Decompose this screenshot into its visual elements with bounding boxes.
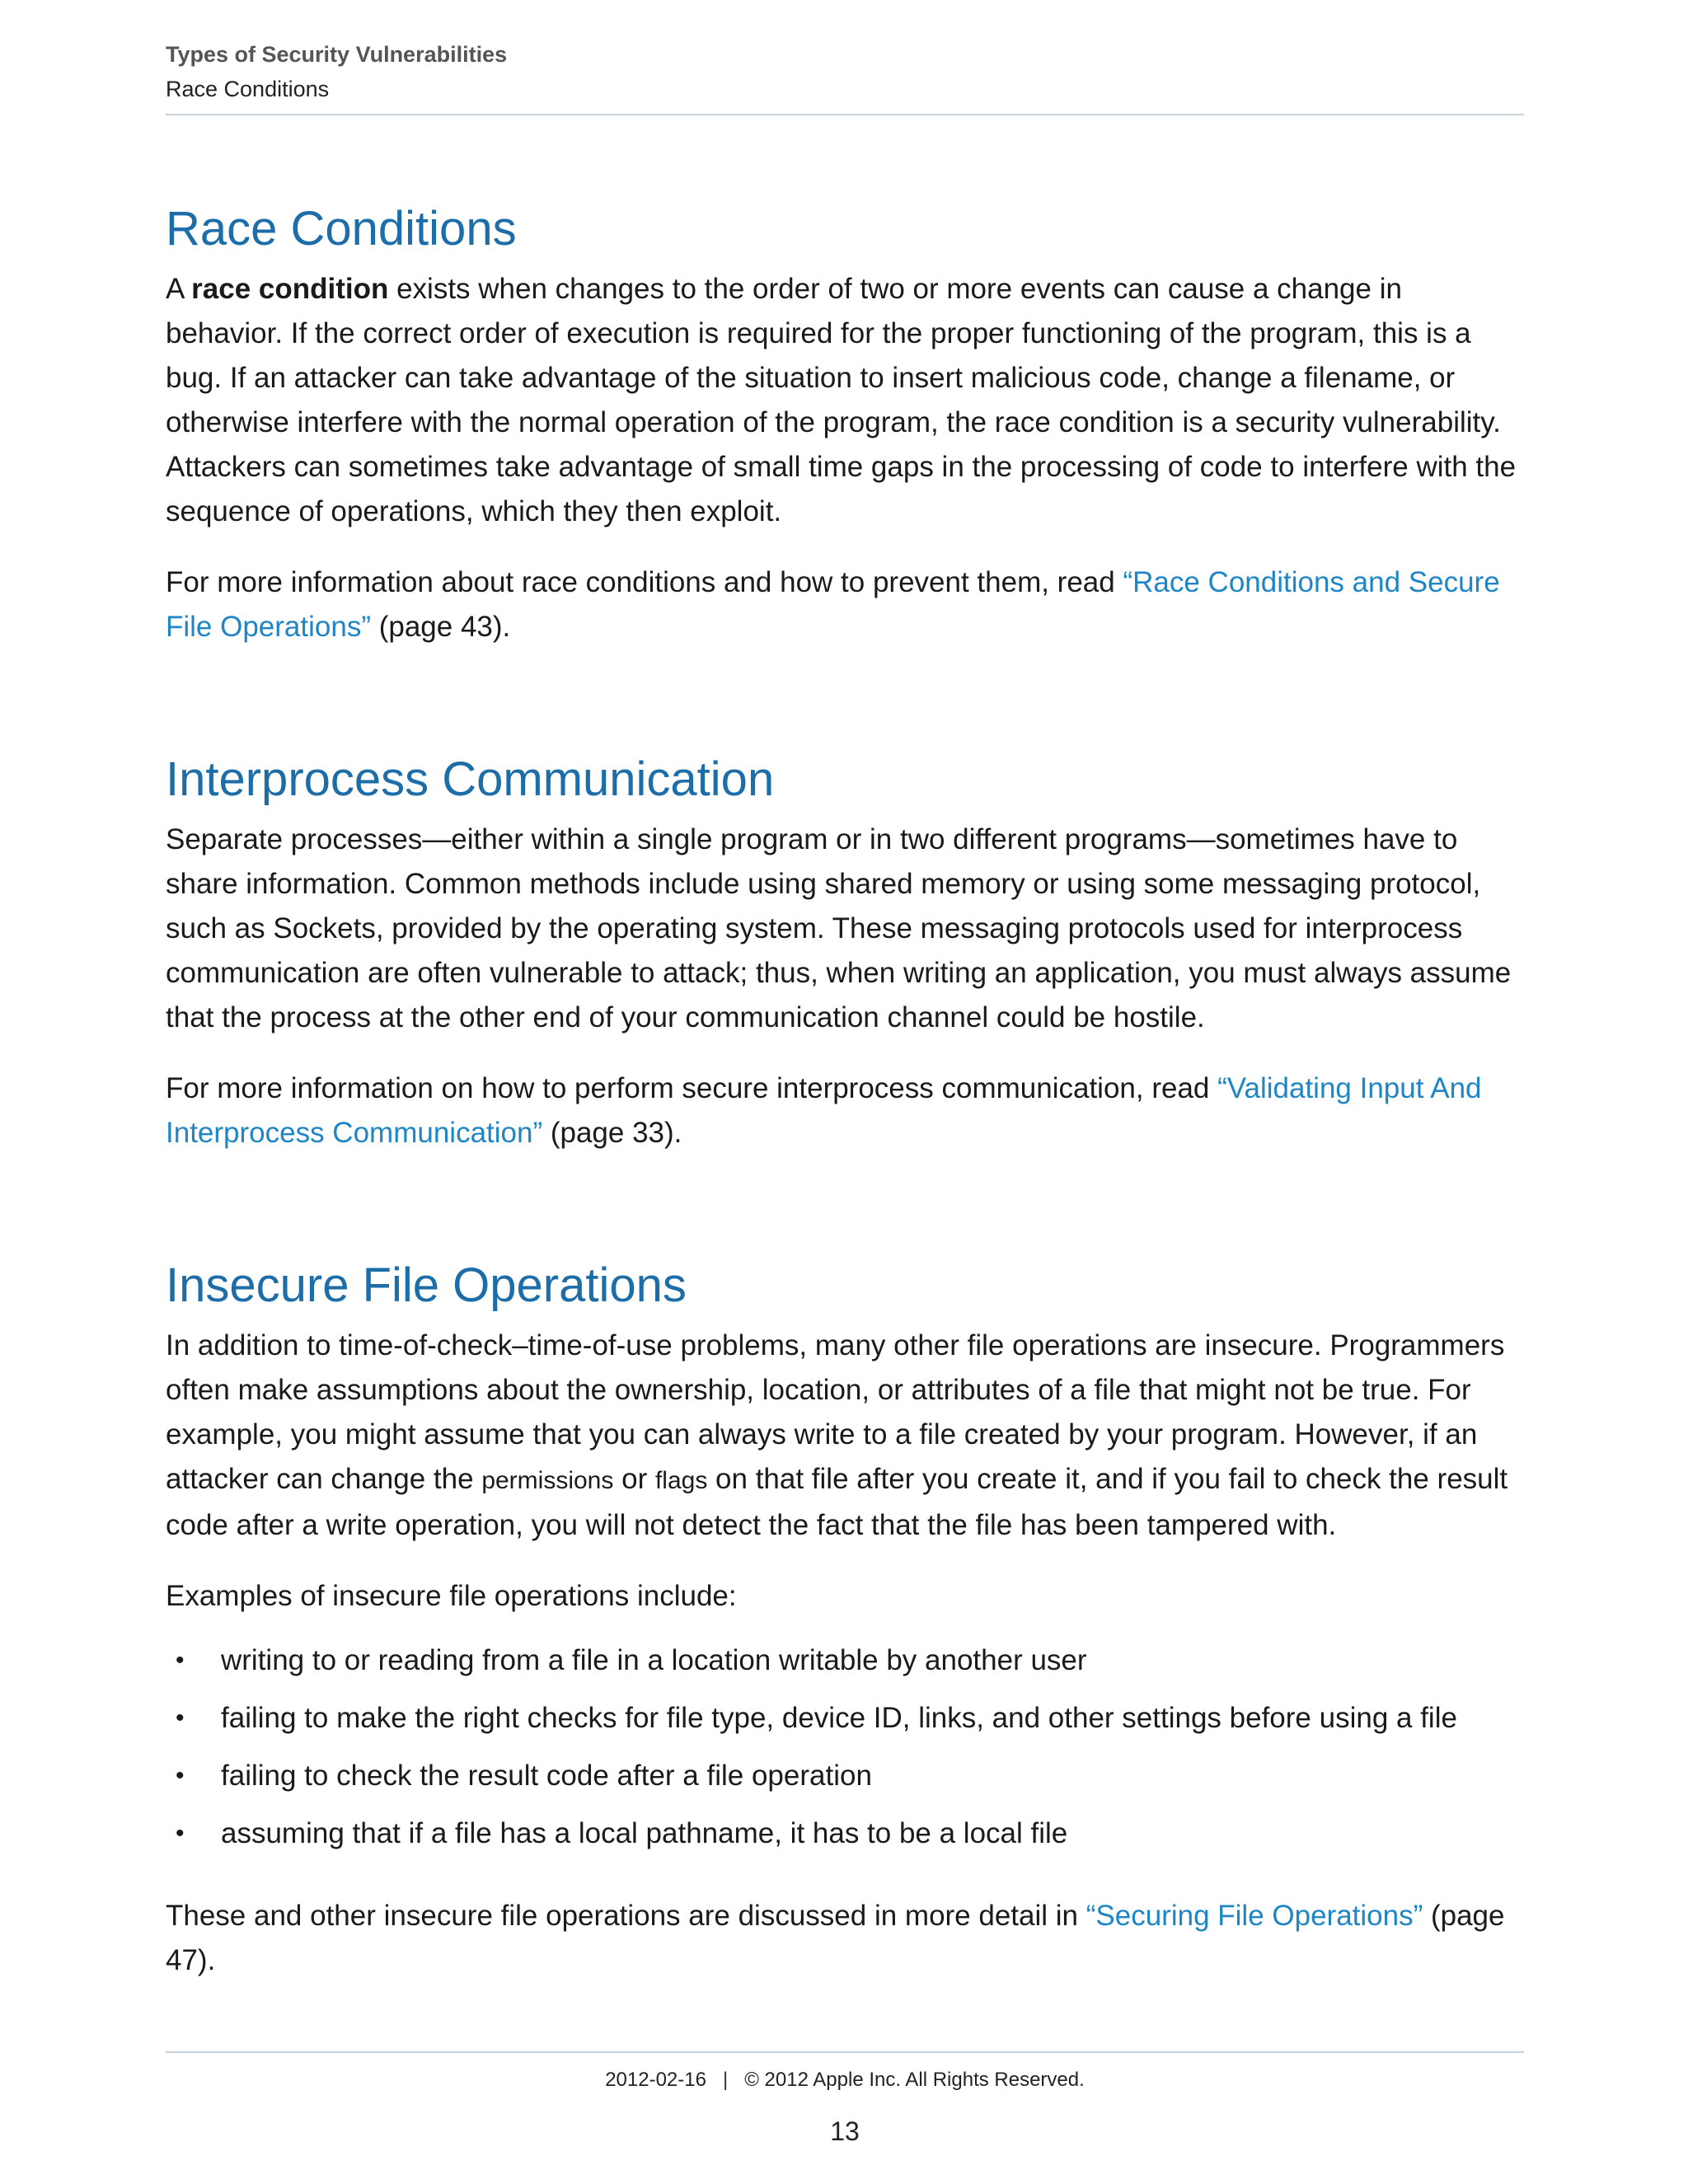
race-condition-term: race condition <box>191 273 389 305</box>
insecure-file-ops-list <box>166 1638 1524 1856</box>
securing-file-operations-link[interactable]: “Securing File Operations” <box>1085 1900 1423 1932</box>
permissions-term: permissions <box>481 1467 614 1494</box>
header-divider <box>166 114 1524 115</box>
list-item <box>166 1754 1524 1798</box>
race-conditions-paragraph <box>166 267 1524 534</box>
bullet-icon: • <box>176 1647 185 1674</box>
footer-date: 2012-02-16 <box>605 2069 706 2091</box>
flags-term: flags <box>654 1467 708 1494</box>
bullet-icon: • <box>176 1820 185 1847</box>
text-run: A <box>166 273 192 305</box>
footer-divider <box>166 2051 1524 2053</box>
footer <box>166 2067 1524 2093</box>
text-run: For more information on how to perform secure interprocess communication, read <box>166 1072 1218 1104</box>
race-conditions-secure-file-ops-link[interactable]: “Race Conditions and Secure File Operations” <box>166 566 1500 643</box>
text-run: (page 43). <box>370 611 511 643</box>
footer-copyright: © 2012 Apple Inc. All Rights Reserved. <box>744 2069 1085 2091</box>
text-run: (page 47). <box>166 1900 1505 1976</box>
text-run: (page 33). <box>542 1117 682 1149</box>
list-item <box>166 1638 1524 1683</box>
interprocess-communication-heading: Interprocess Communication <box>166 752 775 806</box>
list-item-text: assuming that if a file has a local pathname, it has to be a local file <box>221 1817 1068 1849</box>
running-header <box>166 40 1524 104</box>
footer-separator: | <box>722 2069 729 2091</box>
validating-input-ipc-link[interactable]: “Validating Input And Interprocess Communication” <box>166 1072 1482 1149</box>
text-run: exists when changes to the order of two or more events can cause a change in behavior. If the correct order of execution is required for the proper functioning of the program, this is a bug. If an attacker can take advantage of the situation to insert malicious code, change a filename, or otherwise interfere with the normal operation of the program, the race condition is a security vulnerability. Attackers can sometimes take advantage of small time gaps in the processing of code to interfere with the sequence of operations, which they then exploit. <box>166 273 1517 527</box>
examples-intro: Examples of insecure file operations include: <box>166 1580 737 1612</box>
interprocess-communication-more-info <box>166 1066 1524 1155</box>
list-item-text: failing to check the result code after a file operation <box>221 1760 872 1792</box>
section-insecure-file-operations <box>166 1253 1524 1983</box>
main-content <box>166 196 1524 1983</box>
race-conditions-more-info <box>166 560 1524 649</box>
text-run: or <box>613 1463 655 1495</box>
page-number: 13 <box>830 2116 860 2146</box>
interprocess-communication-paragraph: Separate processes—either within a single program or in two different programs—sometimes have to share information. Common methods include using shared memory or using some messaging protocol, such as Sockets, provided by the operating system. These messaging protocols used for interprocess communication are often vulnerable to attack; thus, when writing an application, you must always assume that the process at the other end of your communication channel could be hostile. <box>166 823 1512 1033</box>
text-run: For more information about race conditions and how to prevent them, read <box>166 566 1123 598</box>
insecure-file-operations-paragraph <box>166 1324 1524 1548</box>
insecure-file-ops-more-info <box>166 1894 1524 1983</box>
text-run: These and other insecure file operations are discussed in more detail in <box>166 1900 1086 1932</box>
section-title: Race Conditions <box>166 77 330 101</box>
list-item-text: writing to or reading from a file in a location writable by another user <box>221 1644 1087 1676</box>
chapter-title: Types of Security Vulnerabilities <box>166 42 508 67</box>
insecure-file-operations-heading: Insecure File Operations <box>166 1258 687 1312</box>
section-interprocess-communication <box>166 747 1524 1155</box>
bullet-icon: • <box>176 1704 185 1732</box>
text-run: on that file after you create it, and if you fail to check the result code after a write operation, you will not detect the fact that the file has been tampered with. <box>166 1463 1508 1541</box>
list-item <box>166 1696 1524 1741</box>
list-item <box>166 1811 1524 1856</box>
text-run: In addition to time-of-check–time-of-use problems, many other file operations are insecure. Programmers often make assumptions about the ownership, location, or attributes of a file that might not be true. For example, you might assume that you can always write to a file created by your program. However, if an attacker can change the <box>166 1329 1505 1495</box>
section-race-conditions <box>166 196 1524 649</box>
list-item-text: failing to make the right checks for file type, device ID, links, and other settings before using a file <box>221 1702 1457 1734</box>
bullet-icon: • <box>176 1762 185 1789</box>
race-conditions-heading: Race Conditions <box>166 202 517 255</box>
